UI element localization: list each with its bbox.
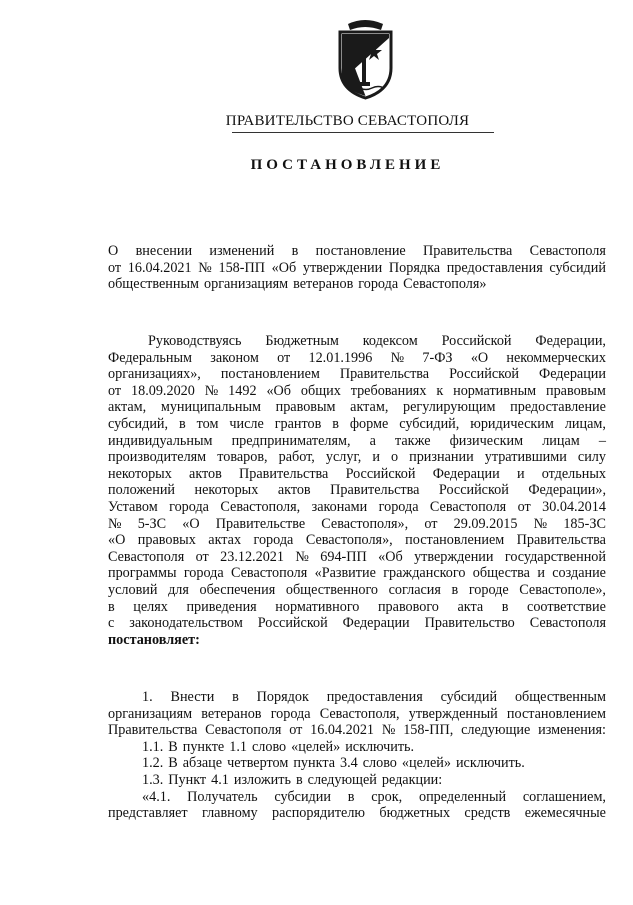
item-line: «4.1. Получатель субсидии в срок, определенный соглашением, bbox=[142, 788, 606, 805]
preamble-line: некоторых актов Правительства Российской Федерации и отдельных bbox=[108, 465, 606, 482]
preamble-line: программы города Севастополя «Развитие гражданского общества и создание bbox=[108, 565, 606, 582]
title-underline bbox=[232, 132, 494, 133]
preamble-line: положений некоторых актов Правительства Российской Федерации», bbox=[108, 482, 606, 499]
preamble-line: производителям товаров, работ, услуг, и о признании утратившими силу bbox=[108, 449, 606, 466]
preamble-line: «О правовых актах города Севастополя», постановлением Правительства bbox=[108, 532, 606, 549]
preamble-line: актам, муниципальным правовым актам, регулирующим предоставление bbox=[108, 399, 606, 416]
preamble-line: Уставом города Севастополя, законами города Севастополя от 30.04.2014 bbox=[108, 498, 606, 515]
preamble-line: организациях», постановлением Правительства Российской Федерации bbox=[108, 366, 606, 383]
document-subject bbox=[108, 243, 606, 293]
subject-line: О внесении изменений в постановление Правительства Севастополя bbox=[108, 243, 606, 259]
preamble-line: Руководствуясь Бюджетным кодексом Российской Федерации, bbox=[148, 333, 606, 349]
subject-line: от 16.04.2021 № 158-ПП «Об утверждении Порядка предоставления субсидий bbox=[108, 259, 606, 276]
preamble-closing: постановляет: bbox=[108, 631, 200, 648]
preamble-line: Федеральным законом от 12.01.1996 № 7-ФЗ «О некоммерческих bbox=[108, 349, 606, 366]
preamble-line: Севастополя от 23.12.2021 № 694-ПП «Об утверждении государственной bbox=[108, 548, 606, 565]
preamble-line: с законодательством Российской Федерации Правительство Севастополя bbox=[108, 615, 606, 632]
item-line: 1. Внести в Порядок предоставления субсидий общественным bbox=[142, 689, 606, 705]
item-line: 1.3. Пункт 4.1 изложить в следующей редакции: bbox=[142, 771, 443, 788]
item-line: 1.1. В пункте 1.1 слово «целей» исключить. bbox=[142, 738, 415, 755]
preamble-line: условий для обеспечения общественного согласия в городе Севастополе», bbox=[108, 581, 606, 598]
monument-icon bbox=[362, 58, 366, 84]
preamble-paragraph bbox=[108, 333, 606, 648]
item-line: Правительства Севастополя от 16.04.2021 № 158-ПП, следующие изменения: bbox=[108, 722, 606, 739]
resolution-items bbox=[108, 689, 606, 822]
item-line: представляет главному распорядителю бюджетных средств ежемесячные bbox=[108, 805, 606, 822]
preamble-line: от 18.09.2020 № 1492 «Об общих требованиях к нормативным правовым bbox=[108, 382, 606, 399]
preamble-line: № 5-ЗС «О Правительстве Севастополя», от 29.09.2015 № 185-ЗС bbox=[108, 515, 606, 532]
sevastopol-coat-of-arms-icon bbox=[334, 18, 397, 100]
preamble-line: в целях приведения нормативного правового акта в соответствие bbox=[108, 598, 606, 615]
item-line: 1.2. В абзаце четвертом пункта 3.4 слово «целей» исключить. bbox=[142, 755, 525, 772]
subject-line: общественным организациям ветеранов города Севастополя» bbox=[108, 276, 487, 293]
government-title: ПРАВИТЕЛЬСТВО СЕВАСТОПОЛЯ bbox=[225, 113, 470, 129]
item-line: организациям ветеранов города Севастополя, утвержденный постановлением bbox=[108, 705, 606, 722]
document-type: ПОСТАНОВЛЕНИЕ bbox=[250, 157, 445, 173]
preamble-line: индивидуальным предпринимателям, а также физическим лицам – bbox=[108, 432, 606, 449]
preamble-line: субсидий, в том числе грантов в форме субсидий, юридическим лицам, bbox=[108, 415, 606, 432]
